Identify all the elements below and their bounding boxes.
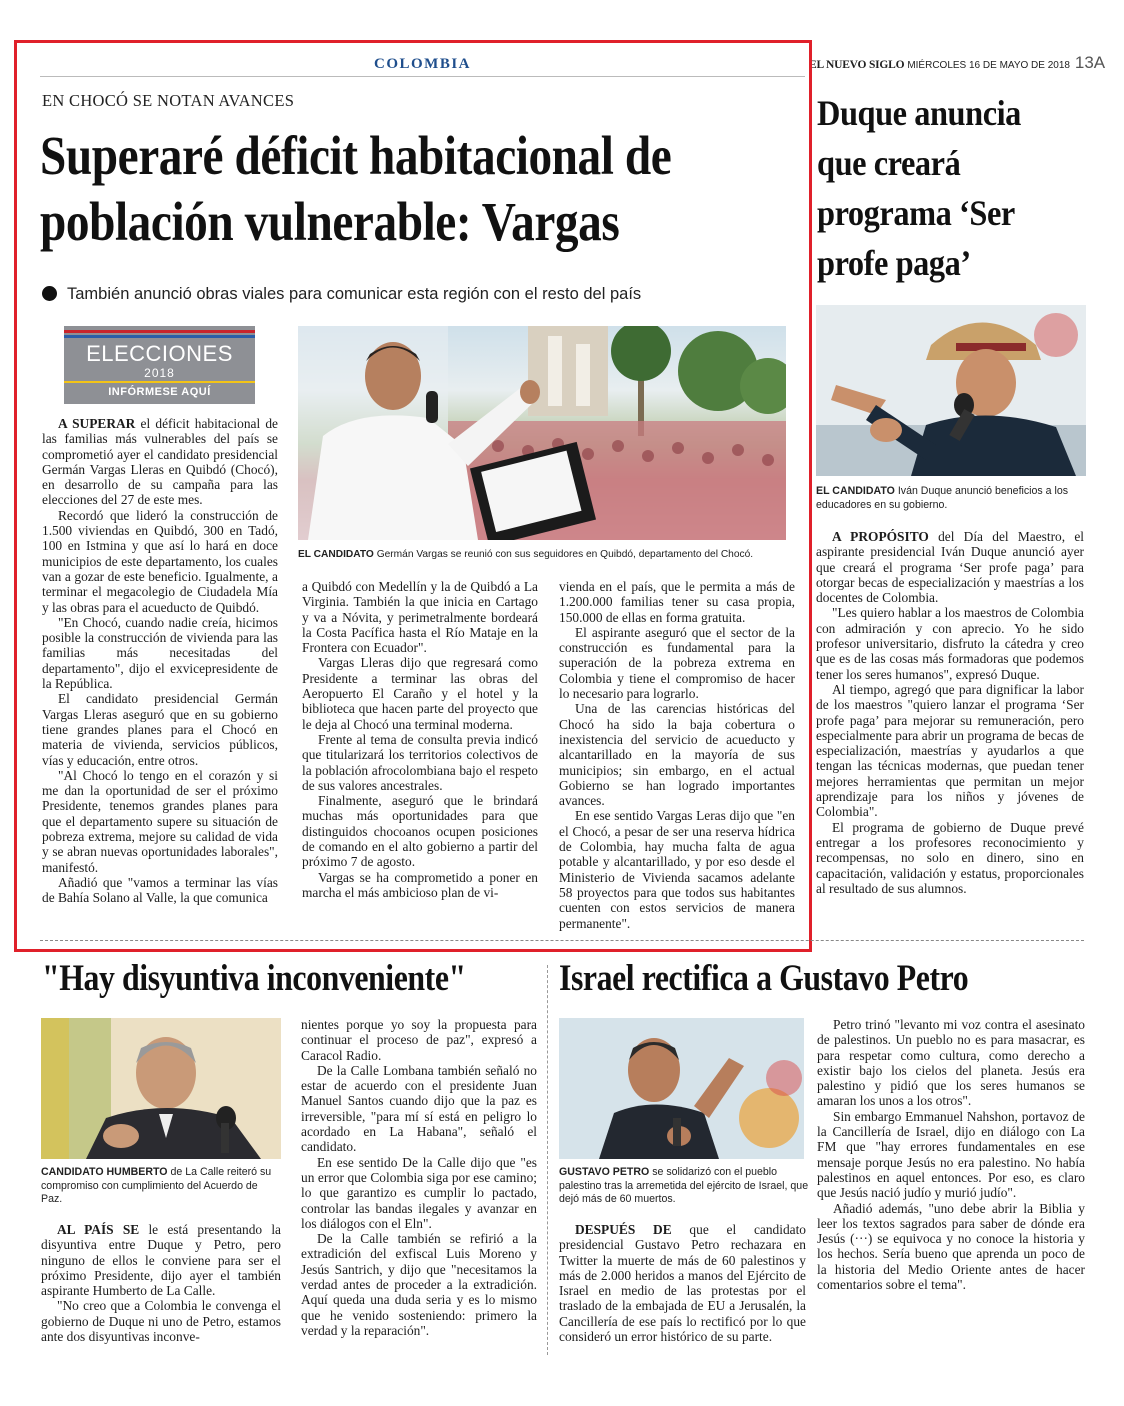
paragraph: Una de las carencias históricas del Chocó ha sido la baja cobertura o inexistencia del servicio de acueducto y alcantarillado en la mayoría de sus municipios; sin embargo, en el actual Gobierno se han logrado importantes avances. xyxy=(559,701,795,809)
paragraph: El programa de gobierno de Duque prevé entregar a los profesores reconocimiento y recompensas, no solo en dinero, sino en capacitación, validación y estatus, proporcionales al resultado de sus alumnos. xyxy=(816,819,1084,896)
photo-petro xyxy=(559,1018,804,1159)
paragraph: a Quibdó con Medellín y la de Quibdó a La Virginia. También la que inicia en Cartago y va a Nóvita, y perimetralmente bordeará la Costa Pacífica hasta el Río Mataje en la Frontera con Ecuador". xyxy=(302,579,538,656)
masthead-line xyxy=(809,53,1106,73)
photo-calle-caption xyxy=(41,1166,281,1207)
section-label: COLOMBIA xyxy=(373,56,471,72)
petro-col-1 xyxy=(559,1222,806,1344)
lead-word: AL PAÍS SE xyxy=(57,1222,140,1237)
caption-label: EL CANDIDATO xyxy=(816,485,895,497)
paragraph: Al tiempo, agregó que para dignificar la labor de los maestros "quiero lanzar el programa ‘Ser profe paga’ para mejorar su remuneración, pero especialmente para abrir un programa de becas de especialización, maestrías y ayudarlos a que tengan las técnicas modernas, que puedan tener mejores herramientas que permitan un mejor aprendizaje para los niños y jóvenes de Colombia". xyxy=(816,681,1084,820)
section-divider xyxy=(40,940,1084,941)
paragraph: vienda en el país, que le permita a más de 1.200.000 familias tener su casa propia, 150.000 de ellas en forma gratuita. xyxy=(559,579,795,625)
logo-title: ELECCIONES xyxy=(86,341,233,366)
caption-label: CANDIDATO HUMBERTO xyxy=(41,1166,168,1178)
logo-tagline: INFÓRMESE AQUÍ xyxy=(108,386,211,398)
petro-col-2 xyxy=(817,1017,1085,1292)
paragraph: Vargas se ha comprometido a poner en marcha el más ambicioso plan de vi- xyxy=(302,869,538,900)
petro-headline: Israel rectifica a Gustavo Petro xyxy=(559,958,969,999)
calle-col-2 xyxy=(301,1017,537,1338)
paragraph: nientes porque yo soy la propuesta para continuar el proceso de paz", expresó a Caracol Radio. xyxy=(301,1017,537,1063)
duque-headline: Duque anuncia que creará programa ‘Ser profe paga’ xyxy=(817,93,1021,283)
kicker: EN CHOCÓ SE NOTAN AVANCES xyxy=(42,91,295,110)
paragraph: Añadió además, "uno debe abrir la Biblia y leer los textos sagrados para saber de dónde era Jesús (···) se equivoca y no conoce la historia y los hechos. Sería bueno que aprenda un poco de la historia del Medio Oriente antes de hacer comentarios sobre el tema". xyxy=(817,1200,1085,1293)
photo-petro-art xyxy=(559,1018,804,1159)
subhead-text: También anunció obras viales para comunicar esta región con el resto del país xyxy=(67,285,642,303)
caption-label: EL CANDIDATO xyxy=(298,549,374,560)
paragraph: En ese sentido De la Calle dijo que "es un error que Colombia siga por ese camino; lo que garantizo es cumplir lo pactado, controlar las bandas ilegales y avanzar en los diálogos con el Eln". xyxy=(301,1154,537,1231)
paragraph: que el candidato presidencial Gustavo Petro rechazara en Twitter la muerte de más de 60 palestinos y más de 2.000 heridos a manos del Ejército de Israel en medio de las protestas por el traslado de la embajada de EU a Jerusalén, la Cancillería de ese país lo rectificó por lo que consideró un error histórico de su parte. xyxy=(559,1222,806,1345)
caption-text: se solidarizó con el pueblo palestino tras la arremetida del ejército de Israel, que dejó más de 60 muertos. xyxy=(559,1166,809,1206)
paragraph: Finalmente, aseguró que le brindará muchas más oportunidades para que distinguidos chocoanos ocupen posiciones de comando en el alto gobierno a partir del próximo 7 de agosto. xyxy=(302,793,538,870)
paragraph: De la Calle también se refirió a la extradición del exfiscal Luis Moreno y Jesús Santrich, y dijo que "necesitamos la verdad antes de proceder a la extradición. Aquí queda una duda seria y es lo mismo que he venido sosteniendo: primero la verdad y la reparación". xyxy=(301,1231,537,1338)
issue-date: MIÉRCOLES 16 DE MAYO DE 2018 xyxy=(907,60,1070,71)
main-headline-line2: población vulnerable: Vargas xyxy=(40,191,620,252)
caption-text: Germán Vargas se reunió con sus seguidores en Quibdó, departamento del Chocó. xyxy=(376,549,754,560)
paragraph: En ese sentido Vargas Leras dijo que "en el Chocó, a pesar de ser una reserva hídrica de Colombia, hay mucha falta de agua potable y alcantarillado, y por eso desde el Ministerio de Vivienda sacamos adelante 58 proyectos para que todos sus habitantes cuenten con estos servicios de manera permanente". xyxy=(559,808,795,931)
photo-calle-art xyxy=(41,1018,281,1159)
highlight-box xyxy=(14,40,812,952)
page-number: 13A xyxy=(1074,53,1106,72)
photo-petro-caption xyxy=(559,1166,809,1207)
paragraph: El aspirante aseguró que el sector de la construcción es fundamental para la superación de la pobreza extrema en Colombia y tiene el compromiso de hacer lo necesario para lograrlo. xyxy=(559,624,795,702)
paragraph: "Les quiero hablar a los maestros de Colombia con admiración y con aprecio. Yo he sido profesor universitario, disfruto la cátedra y creo que es de las cosas más formadoras que podemos tener los seres humanos", expresó Duque. xyxy=(816,605,1084,682)
paragraph: De la Calle Lombana también señaló no estar de acuerdo con el presidente Juan Manuel Santos cuando dijo que la paz es irreversible, "para mí sí está en peligro lo acordado en La Habana", señaló el candidato. xyxy=(301,1062,537,1155)
paragraph: El candidato presidencial Germán Vargas Lleras aseguró que en su gobierno tiene grandes planes para el Chocó en materia de vivienda, servicios públicos, vías y educación, entre otros. xyxy=(42,691,278,768)
photo-duque xyxy=(816,305,1086,476)
logo-year: 2018 xyxy=(144,366,175,380)
lead-word: A SUPERAR xyxy=(58,416,136,431)
caption-text: Iván Duque anunció beneficios a los educadores en su gobierno. xyxy=(816,485,1069,511)
photo-duque-caption xyxy=(816,485,1084,512)
paragraph: Frente al tema de consulta previa indicó que titularizará los territorios colectivos de la población afrocolombiana bajo el respeto de sus valores ancestrales. xyxy=(302,731,538,793)
lead-word: DESPUÉS DE xyxy=(575,1222,672,1237)
paragraph: le está presentando la disyuntiva entre Duque y Petro, pero ninguno de ellos le conviene para ser el próximo Presidente, dijo ayer el también aspirante Humberto de La Calle. xyxy=(41,1222,281,1299)
paragraph: "Al Chocó lo tengo en el corazón y si me dan la oportunidad de ser el próximo Presidente, tenemos grandes planes para que el departamento supere su situación de pobreza extrema, mejore su calidad de vida y se abran nuevas oportunidades laborales", manifestó. xyxy=(42,767,278,875)
caption-label: GUSTAVO PETRO xyxy=(559,1166,650,1178)
duque-body xyxy=(816,529,1084,896)
paragraph: Sin embargo Emmanuel Nahshon, portavoz de la Cancillería de Israel, dijo en diálogo con La FM que "hay errores fundamentales en ese mensaje porque Jesús no era palestino. No había palestinos en aquel entonces. Por eso, es claro que Jesús nació judío y murió judío". xyxy=(817,1108,1085,1201)
paragraph: "No creo que a Colombia le convenga el gobierno de Duque ni uno de Petro, estamos ante dos disyuntivas inconve- xyxy=(41,1298,281,1345)
photo-calle xyxy=(41,1018,281,1159)
column-divider xyxy=(547,965,548,1355)
calle-headline: "Hay disyuntiva inconveniente" xyxy=(42,958,466,999)
paragraph: del Día del Maestro, el aspirante presidencial Iván Duque anunció ayer que creará el programa ‘Ser profe paga’ para otorgar becas de especialización y maestrías a los docentes de Colombia. xyxy=(816,529,1084,606)
calle-col-1 xyxy=(41,1222,281,1344)
caption-text: de La Calle reiteró su compromiso con cumplimiento del Acuerdo de Paz. xyxy=(41,1166,272,1206)
main-headline-line1: Superaré déficit habitacional de xyxy=(40,125,672,186)
paragraph: Añadió que "vamos a terminar las vías de Bahía Solano al Valle, la que comunica xyxy=(42,874,278,906)
paragraph: el déficit habitacional de las familias más vulnerables del país se comprometió ayer el candidato presidencial Germán Vargas Lleras en Quibdó (Chocó), en desarrollo de su campaña para las elecciones del 27 de este mes. xyxy=(42,416,278,508)
lead-word: A PROPÓSITO xyxy=(832,529,929,544)
masthead: EL NUEVO SIGLO xyxy=(809,59,905,71)
paragraph: "En Chocó, cuando nadie creía, hicimos posible la construcción de vivienda para las familias más necesitadas del departamento", dijo el exvicepresidente de la República. xyxy=(42,614,278,692)
paragraph: Vargas Lleras dijo que regresará como Presidente a terminar las obras del Aeropuerto El Caraño y el hotel y la biblioteca que hacen parte del proyecto que le deja al Chocó una terminal moderna. xyxy=(302,655,538,732)
paragraph: Petro trinó "levanto mi voz contra el asesinato de palestinos. Un pueblo no es para masacrar, es para respetar como cultura, como derecho a existir bajo los cielos del planeta. Jesús era palestino y pidió que los seres humanos se amaran los unos a los otros". xyxy=(817,1017,1085,1109)
paragraph: Recordó que lideró la construcción de 1.500 viviendas en Quibdó, 300 en Tadó, 100 en Istmina y que así lo hará en doce municipios de este departamento, los cuales van a gozar de este beneficio. Igualmente, a terminar el megacolegio de Ciudadela Mía y las obras para el acueducto de Quibdó. xyxy=(42,507,278,615)
photo-duque-art xyxy=(816,305,1086,476)
